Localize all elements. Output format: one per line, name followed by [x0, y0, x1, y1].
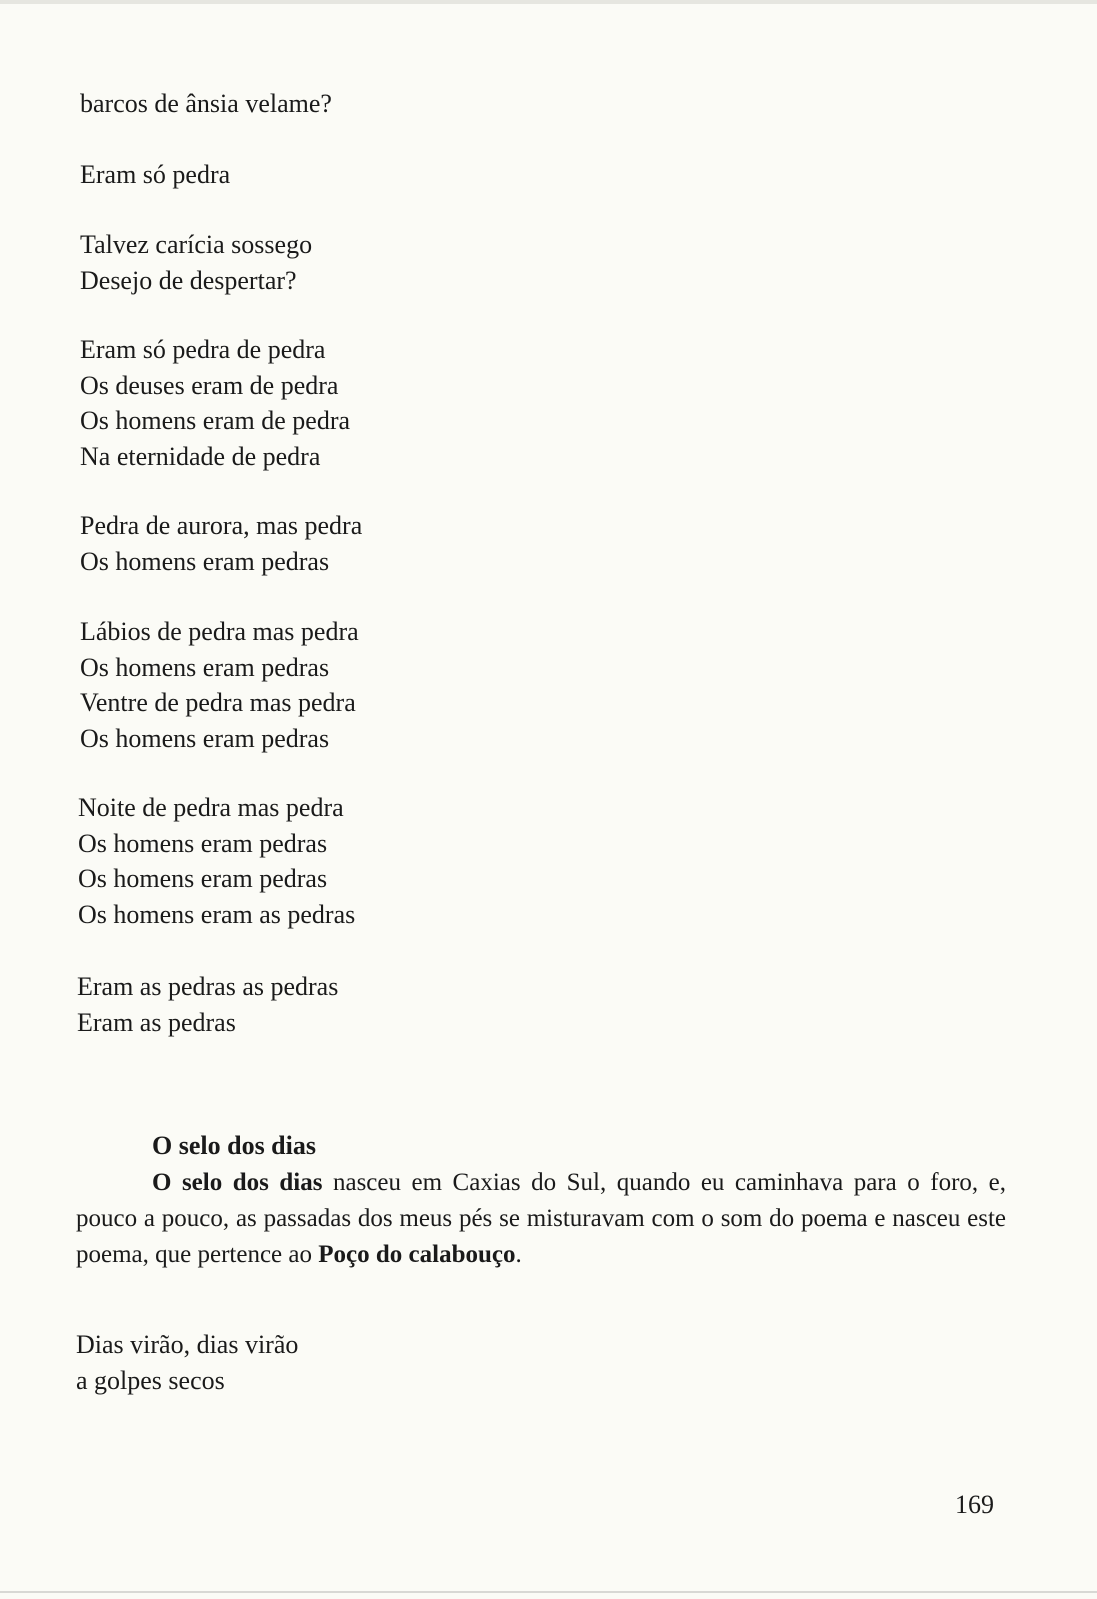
poem-line: a golpes secos: [76, 1365, 225, 1395]
poem-line: Os homens eram pedras: [78, 864, 328, 893]
poem-stanza: [78, 790, 638, 932]
poem-line: Ventre de pedra mas pedra: [80, 688, 356, 717]
poem-stanza: [80, 157, 640, 193]
poem-stanza: [80, 614, 640, 756]
poem-line: Os homens eram pedras: [80, 546, 330, 576]
poem-line: Lábios de pedra mas pedra: [80, 617, 359, 646]
intro-text-end: .: [515, 1241, 522, 1268]
page-number: 169: [955, 1490, 994, 1519]
poem-stanza: [80, 332, 640, 474]
poem-line: Noite de pedra mas pedra: [78, 793, 344, 822]
poem-stanza: [80, 86, 640, 122]
poem-line: Os homens eram as pedras: [78, 899, 356, 929]
page-top-edge: [0, 0, 1097, 4]
poem-line: Eram as pedras as pedras: [77, 972, 339, 1001]
poem-line: Os homens eram pedras: [80, 723, 330, 753]
poem-line: Eram as pedras: [77, 1007, 236, 1037]
section-intro-paragraph: [76, 1165, 1006, 1273]
poem-line: Pedra de aurora, mas pedra: [80, 511, 363, 540]
poem-line: Talvez carícia sossego: [80, 230, 313, 259]
poem-line: barcos de ânsia velame?: [80, 89, 332, 118]
page-bottom-edge: [0, 1591, 1097, 1593]
poem-line: Dias virão, dias virão: [76, 1330, 299, 1359]
intro-text: nasceu em Caxias do Sul, quando eu caminhava para o foro, e, pouco a pouco, as passadas dos meus pés se misturavam com o som do poema e nasceu este poema, que pertence ao: [76, 1169, 1007, 1268]
section-title: O selo dos dias: [152, 1131, 316, 1160]
poem-line: Os homens eram pedras: [80, 652, 330, 682]
poem-line: Na eternidade de pedra: [80, 441, 321, 471]
poem-line: Os homens eram de pedra: [80, 406, 351, 435]
poem-stanza: [80, 227, 640, 298]
poem-line: Desejo de despertar?: [80, 265, 297, 295]
poem-stanza: [80, 508, 640, 579]
intro-bold-title: O selo dos dias: [152, 1169, 323, 1196]
poem-line: Eram só pedra: [80, 160, 231, 189]
poem-stanza: [76, 1327, 636, 1398]
poem-line: Os deuses eram de pedra: [80, 370, 339, 400]
poem-stanza: [77, 969, 637, 1040]
intro-bold-book: Poço do calabouço: [318, 1241, 516, 1268]
poem-line: Os homens eram pedras: [78, 828, 328, 858]
poem-line: Eram só pedra de pedra: [80, 335, 326, 364]
